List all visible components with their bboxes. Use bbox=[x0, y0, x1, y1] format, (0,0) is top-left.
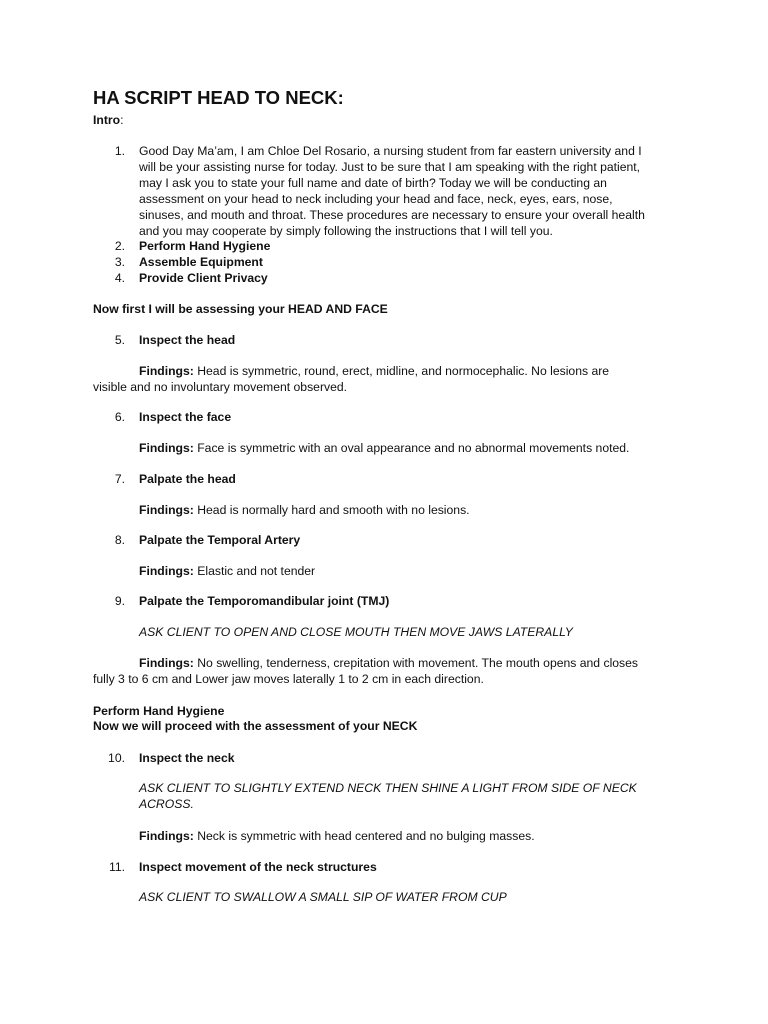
findings-text: Head is normally hard and smooth with no lesions. bbox=[193, 503, 470, 517]
item-11-text: Inspect movement of the neck structures bbox=[139, 860, 377, 874]
item-8-findings-line-1 bbox=[139, 563, 315, 579]
intro-label: Intro bbox=[93, 113, 121, 127]
hand-hygiene-heading: Perform Hand Hygiene bbox=[93, 704, 225, 718]
item-10-instruction-line-2: ACROSS. bbox=[139, 797, 194, 811]
item-1-number: 1. bbox=[114, 144, 125, 158]
item-1-line-6: and you may cooperate by simply following the instructions that I will tell you. bbox=[139, 224, 553, 238]
item-2-number: 2. bbox=[114, 239, 125, 253]
item-3-number: 3. bbox=[114, 255, 125, 269]
item-1-line-4: assessment on your head to neck including your head and face, neck, eyes, ears, nose, bbox=[139, 192, 613, 206]
item-5-findings-line-1 bbox=[139, 363, 609, 379]
item-7-findings-line-1 bbox=[139, 502, 470, 518]
findings-text: Elastic and not tender bbox=[193, 564, 316, 578]
item-10-text: Inspect the neck bbox=[139, 751, 235, 765]
item-11-instruction: ASK CLIENT TO SWALLOW A SMALL SIP OF WATER FROM CUP bbox=[139, 890, 507, 904]
item-8-text: Palpate the Temporal Artery bbox=[139, 533, 301, 547]
item-9-number: 9. bbox=[114, 594, 125, 608]
item-11-number: 11. bbox=[108, 860, 125, 874]
item-5-text: Inspect the head bbox=[139, 333, 236, 347]
item-2-text: Perform Hand Hygiene bbox=[139, 239, 271, 253]
item-9-findings-line-2: fully 3 to 6 cm and Lower jaw moves laterally 1 to 2 cm in each direction. bbox=[93, 672, 484, 686]
item-6-number: 6. bbox=[114, 410, 125, 424]
section-head-face-heading: Now first I will be assessing your HEAD AND FACE bbox=[93, 302, 388, 316]
item-9-findings-line-1 bbox=[139, 655, 638, 671]
item-4-number: 4. bbox=[114, 271, 125, 285]
item-1-line-3: may I ask you to state your full name and date of birth? Today we will be conducting an bbox=[139, 176, 607, 190]
findings-text: Neck is symmetric with head centered and no bulging masses. bbox=[193, 829, 535, 843]
findings-label: Findings: bbox=[139, 503, 194, 517]
findings-label: Findings: bbox=[139, 441, 194, 455]
item-10-instruction-line-1: ASK CLIENT TO SLIGHTLY EXTEND NECK THEN SHINE A LIGHT FROM SIDE OF NECK bbox=[139, 781, 637, 795]
item-5-number: 5. bbox=[114, 333, 125, 347]
item-9-text: Palpate the Temporomandibular joint (TMJ) bbox=[139, 594, 390, 608]
item-7-text: Palpate the head bbox=[139, 472, 236, 486]
item-10-findings-line-1 bbox=[139, 828, 535, 844]
item-1-line-1: Good Day Ma’am, I am Chloe Del Rosario, a nursing student from far eastern university and I bbox=[139, 144, 642, 158]
item-6-text: Inspect the face bbox=[139, 410, 232, 424]
findings-label: Findings: bbox=[139, 364, 194, 378]
item-1-line-5: sinuses, and mouth and throat. These procedures are necessary to ensure your overall health bbox=[139, 208, 645, 222]
findings-text: No swelling, tenderness, crepitation with movement. The mouth opens and closes bbox=[193, 656, 639, 670]
intro-heading bbox=[93, 112, 123, 128]
section-neck-heading: Now we will proceed with the assessment of your NECK bbox=[93, 719, 418, 733]
item-9-instruction: ASK CLIENT TO OPEN AND CLOSE MOUTH THEN MOVE JAWS LATERALLY bbox=[139, 625, 573, 639]
findings-text: Face is symmetric with an oval appearance and no abnormal movements noted. bbox=[193, 441, 630, 455]
item-3-text: Assemble Equipment bbox=[139, 255, 263, 269]
item-6-findings-line-1 bbox=[139, 440, 629, 456]
item-4-text: Provide Client Privacy bbox=[139, 271, 268, 285]
item-8-number: 8. bbox=[114, 533, 125, 547]
findings-label: Findings: bbox=[139, 564, 194, 578]
findings-label: Findings: bbox=[139, 656, 194, 670]
item-1-line-2: will be your assisting nurse for today. Just to be sure that I am speaking with the right patient, bbox=[139, 160, 641, 174]
document-title: HA SCRIPT HEAD TO NECK: bbox=[93, 87, 344, 108]
item-5-findings-line-2: visible and no involuntary movement observed. bbox=[93, 380, 348, 394]
findings-text: Head is symmetric, round, erect, midline, and normocephalic. No lesions are bbox=[193, 364, 610, 378]
intro-colon: : bbox=[120, 113, 124, 127]
item-10-number: 10. bbox=[108, 751, 125, 765]
findings-label: Findings: bbox=[139, 829, 194, 843]
item-7-number: 7. bbox=[114, 472, 125, 486]
